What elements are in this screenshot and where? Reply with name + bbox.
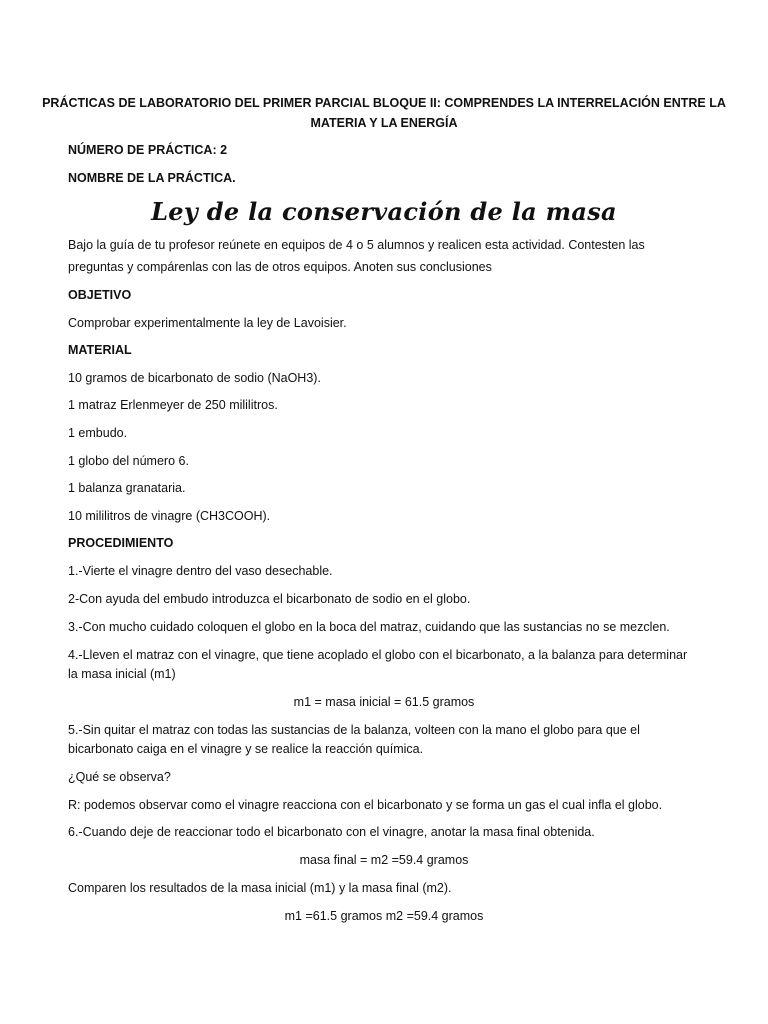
material-item: 1 balanza granataria. [68,481,186,495]
procedure-step-4-line-2: la masa inicial (m1) [68,667,176,681]
material-heading: MATERIAL [68,343,132,357]
procedure-step-2: 2-Con ayuda del embudo introduzca el bicarbonato de sodio en el globo. [68,592,471,606]
material-item: 1 embudo. [68,426,128,440]
procedure-step-4-line-1: 4.-Lleven el matraz con el vinagre, que tiene acoplado el globo con el bicarbonato, a la balanza para determinar [68,648,688,662]
practice-name-label: NOMBRE DE LA PRÁCTICA. [68,171,236,185]
question-text: ¿Qué se observa? [68,770,171,784]
formula-initial-mass: m1 = masa inicial = 61.5 gramos [293,695,475,709]
material-item: 10 mililitros de vinagre (CH3COOH). [68,509,271,523]
document-title [0,93,768,133]
objective-heading: OBJETIVO [68,288,132,302]
formula-final-mass: masa final = m2 =59.4 gramos [299,853,469,867]
practice-title: Ley de la conservación de la masa [151,197,617,226]
intro-line-1: Bajo la guía de tu profesor reúnete en equipos de 4 o 5 alumnos y realicen esta actividad. Contesten las [68,238,645,252]
procedure-step-6: 6.-Cuando deje de reaccionar todo el bicarbonato con el vinagre, anotar la masa final obtenida. [68,825,595,839]
procedure-step-1: 1.-Vierte el vinagre dentro del vaso desechable. [68,564,333,578]
title-line-1: PRÁCTICAS DE LABORATORIO DEL PRIMER PARCIAL BLOQUE II: COMPRENDES LA INTERRELACIÓN ENTRE LA [42,96,726,110]
material-item: 1 matraz Erlenmeyer de 250 mililitros. [68,398,278,412]
title-line-2: MATERIA Y LA ENERGÍA [310,116,458,130]
compare-text: Comparen los resultados de la masa inicial (m1) y la masa final (m2). [68,881,452,895]
procedure-step-5-line-2: bicarbonato caiga en el vinagre y se realice la reacción química. [68,742,424,756]
material-item: 10 gramos de bicarbonato de sodio (NaOH3). [68,371,321,385]
practice-number: NÚMERO DE PRÁCTICA: 2 [68,143,228,157]
procedure-step-5-line-1: 5.-Sin quitar el matraz con todas las sustancias de la balanza, volteen con la mano el globo para que el [68,723,640,737]
material-item: 1 globo del número 6. [68,454,189,468]
formula-comparison: m1 =61.5 gramos m2 =59.4 gramos [284,909,484,923]
procedure-heading: PROCEDIMIENTO [68,536,174,550]
intro-line-2: preguntas y compárenlas con las de otros equipos. Anoten sus conclusiones [68,260,492,274]
objective-text: Comprobar experimentalmente la ley de Lavoisier. [68,316,347,330]
answer-text: R: podemos observar como el vinagre reacciona con el bicarbonato y se forma un gas el cual infla el globo. [68,798,663,812]
procedure-step-3: 3.-Con mucho cuidado coloquen el globo en la boca del matraz, cuidando que las sustancias no se mezclen. [68,620,670,634]
